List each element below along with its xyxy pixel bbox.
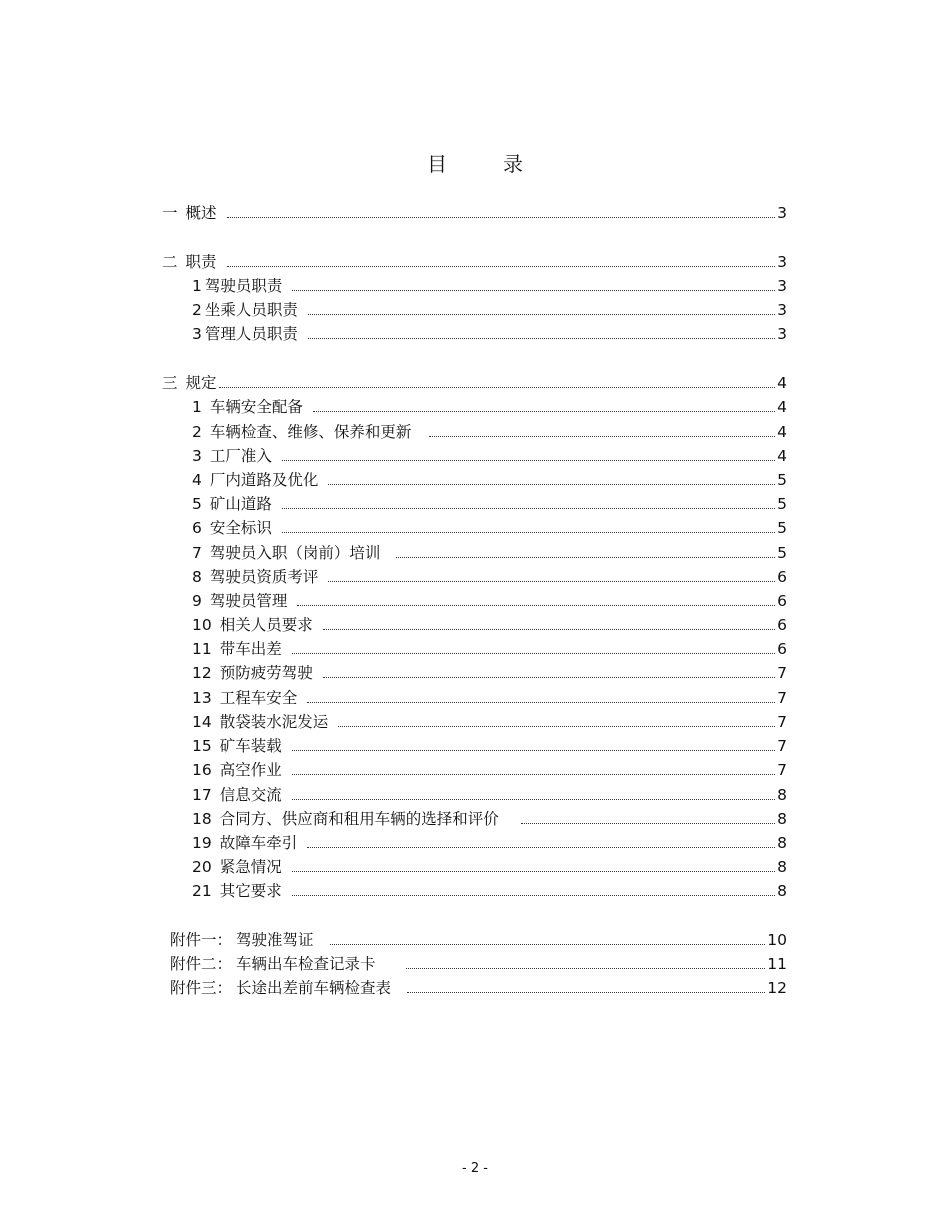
toc-dot-leader [292, 652, 775, 654]
toc-page: 8 [777, 834, 787, 852]
toc-page: 4 [777, 423, 787, 441]
toc-label: 驾驶员资质考评 [209, 568, 319, 586]
toc-label: 带车出差 [219, 640, 282, 658]
toc-dot-leader [292, 894, 775, 896]
toc-label: 散袋装水泥发运 [219, 713, 329, 731]
toc-dot-leader [308, 313, 775, 315]
toc-number: 19 [192, 834, 212, 852]
toc-dot-leader [313, 410, 775, 412]
toc-page: 10 [767, 931, 787, 949]
toc-dot-leader [308, 337, 775, 339]
toc-entry [192, 493, 787, 515]
toc-label: 合同方、供应商和租用车辆的选择和评价 [219, 810, 499, 828]
toc-label: 职责 [185, 253, 217, 271]
toc-label: 长途出差前车辆检查表 [236, 979, 392, 997]
toc-page: 6 [777, 640, 787, 658]
toc-dot-leader [227, 265, 776, 267]
toc-dot-leader [406, 967, 766, 969]
toc-page: 6 [777, 592, 787, 610]
toc-entry [192, 590, 787, 612]
toc-page: 4 [777, 398, 787, 416]
toc-label: 其它要求 [219, 882, 282, 900]
toc-entry [192, 662, 787, 684]
toc-label: 概述 [185, 204, 217, 222]
toc-entry [192, 396, 787, 418]
toc-entry [192, 784, 787, 806]
toc-number: 1 [192, 277, 202, 295]
toc-dot-leader [282, 459, 775, 461]
toc-number: 附件一： [170, 931, 233, 949]
toc-dot-leader [323, 628, 775, 630]
toc-page: 4 [777, 374, 787, 392]
toc-entry [192, 542, 787, 564]
toc-dot-leader [292, 870, 775, 872]
toc-number: 1 [192, 398, 202, 416]
toc-number: 7 [192, 544, 202, 562]
toc-dot-leader [338, 725, 775, 727]
toc-dot-leader [282, 507, 775, 509]
toc-page: 7 [777, 689, 787, 707]
toc-label: 高空作业 [219, 761, 282, 779]
toc-label: 矿山道路 [209, 495, 272, 513]
toc-label: 坐乘人员职责 [204, 301, 298, 319]
toc-page: 3 [777, 325, 787, 343]
toc-dot-leader [328, 580, 775, 582]
toc-number: 16 [192, 761, 212, 779]
toc-label: 驾驶员入职（岗前）培训 [209, 544, 381, 562]
toc-page: 5 [777, 519, 787, 537]
toc-number: 13 [192, 689, 212, 707]
toc-label: 车辆出车检查记录卡 [236, 955, 376, 973]
toc-entry [192, 323, 787, 345]
toc-number: 附件二： [170, 955, 233, 973]
toc-dot-leader [292, 798, 775, 800]
page-number: - 2 - [462, 1161, 488, 1176]
toc-entry [192, 808, 787, 830]
toc-number: 12 [192, 664, 212, 682]
toc-dot-leader [328, 483, 775, 485]
toc-label: 预防疲劳驾驶 [219, 664, 313, 682]
toc-label: 驾驶准驾证 [236, 931, 314, 949]
toc-entry [170, 953, 787, 975]
toc-page: 6 [777, 568, 787, 586]
toc-page: 7 [777, 664, 787, 682]
toc-dot-leader [292, 289, 775, 291]
toc-page: 8 [777, 810, 787, 828]
toc-page: 12 [767, 979, 787, 997]
toc-number: 5 [192, 495, 202, 513]
toc-number: 二 [162, 253, 178, 271]
toc-number: 18 [192, 810, 212, 828]
toc-entry [192, 638, 787, 660]
toc-page: 5 [777, 544, 787, 562]
toc-label: 故障车牵引 [219, 834, 298, 852]
toc-number: 17 [192, 786, 212, 804]
toc-number: 6 [192, 519, 202, 537]
toc-entry [192, 687, 787, 709]
toc-entry [192, 445, 787, 467]
toc-entry [192, 469, 787, 491]
toc-label: 矿车装载 [219, 737, 282, 755]
toc-number: 三 [162, 374, 178, 392]
toc-entry [192, 275, 787, 297]
toc-entry [170, 977, 787, 999]
toc-entry [162, 251, 787, 273]
toc-page: 6 [777, 616, 787, 634]
toc-label: 车辆安全配备 [209, 398, 303, 416]
toc-page: 7 [777, 713, 787, 731]
toc-label: 相关人员要求 [219, 616, 313, 634]
toc-entry [192, 299, 787, 321]
toc-page: 5 [777, 471, 787, 489]
toc-number: 3 [192, 325, 202, 343]
toc-entry [192, 517, 787, 539]
toc-entry [162, 372, 787, 394]
toc-dot-leader [429, 435, 775, 437]
toc-page: 7 [777, 737, 787, 755]
toc-label: 工厂准入 [209, 447, 272, 465]
toc-number: 3 [192, 447, 202, 465]
toc-entry [170, 929, 787, 951]
toc-number: 9 [192, 592, 202, 610]
toc-dot-leader [307, 701, 775, 703]
toc-label: 紧急情况 [219, 858, 282, 876]
toc-number: 一 [162, 204, 178, 222]
toc-dot-leader [396, 556, 775, 558]
toc-page: 5 [777, 495, 787, 513]
toc-dot-leader [307, 846, 775, 848]
toc-label: 规定 [185, 374, 217, 392]
page-title: 目 录 [427, 152, 541, 176]
toc-dot-leader [282, 531, 775, 533]
toc-entry [192, 614, 787, 636]
toc-entry [192, 421, 787, 443]
toc-entry [192, 856, 787, 878]
toc-entry [192, 759, 787, 781]
toc-page: 3 [777, 204, 787, 222]
toc-dot-leader [407, 991, 765, 993]
toc-label: 车辆检查、维修、保养和更新 [209, 423, 412, 441]
toc-entry [192, 566, 787, 588]
toc-entry [192, 711, 787, 733]
toc-number: 8 [192, 568, 202, 586]
toc-label: 驾驶员管理 [209, 592, 288, 610]
toc-dot-leader [297, 604, 775, 606]
toc-dot-leader [227, 216, 776, 218]
toc-page: 3 [777, 301, 787, 319]
toc-page: 4 [777, 447, 787, 465]
toc-number: 21 [192, 882, 212, 900]
toc-dot-leader [330, 943, 766, 945]
toc-label: 安全标识 [209, 519, 272, 537]
toc-number: 10 [192, 616, 212, 634]
toc-dot-leader [292, 749, 775, 751]
toc-number: 附件三： [170, 979, 233, 997]
toc-number: 2 [192, 423, 202, 441]
toc-page: 3 [777, 253, 787, 271]
toc-page: 7 [777, 761, 787, 779]
toc-number: 14 [192, 713, 212, 731]
toc-dot-leader [292, 773, 775, 775]
toc-entry [192, 832, 787, 854]
toc-label: 工程车安全 [219, 689, 298, 707]
toc-number: 15 [192, 737, 212, 755]
toc-entry [192, 880, 787, 902]
toc-page: 3 [777, 277, 787, 295]
toc-dot-leader [323, 676, 775, 678]
toc-label: 厂内道路及优化 [209, 471, 319, 489]
toc-dot-leader [219, 386, 776, 388]
toc-page: 8 [777, 882, 787, 900]
toc-page: 8 [777, 786, 787, 804]
toc-label: 驾驶员职责 [204, 277, 283, 295]
toc-label: 信息交流 [219, 786, 282, 804]
toc-entry [192, 735, 787, 757]
toc-number: 20 [192, 858, 212, 876]
toc-dot-leader [521, 822, 775, 824]
toc-number: 2 [192, 301, 202, 319]
toc-page: 11 [767, 955, 787, 973]
toc-label: 管理人员职责 [204, 325, 298, 343]
toc-entry [162, 202, 787, 224]
toc-number: 11 [192, 640, 212, 658]
toc-number: 4 [192, 471, 202, 489]
toc-page: 8 [777, 858, 787, 876]
